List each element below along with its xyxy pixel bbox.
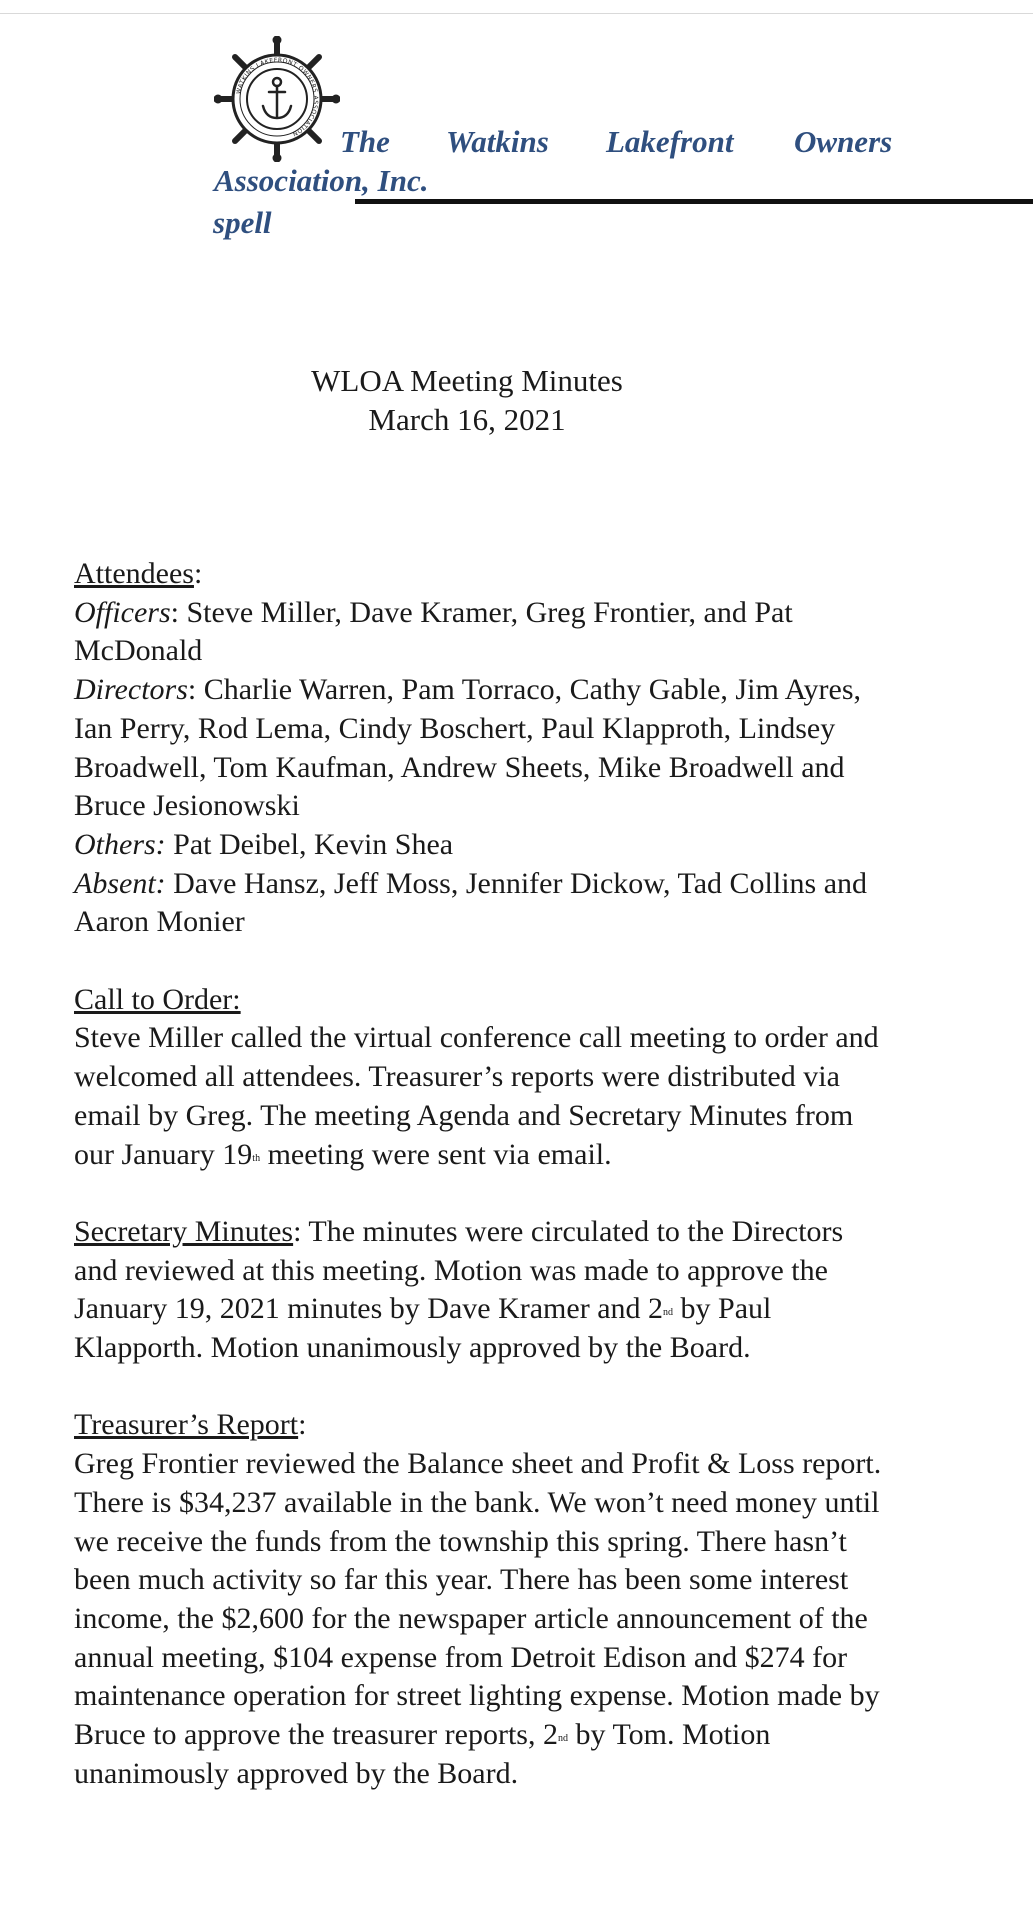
org-name-line-3: spell bbox=[213, 205, 272, 240]
treasurer-report-heading: Treasurer’s Report: bbox=[74, 1408, 307, 1442]
minutes-body bbox=[74, 555, 884, 1793]
top-divider bbox=[0, 13, 1033, 14]
org-name-word-1: The bbox=[340, 124, 390, 159]
svg-text:WATKINS LAKEFRONT OWNERS ASSOC: WATKINS LAKEFRONT OWNERS ASSOCIATION bbox=[235, 56, 320, 138]
org-name-word-4: Owners bbox=[794, 124, 893, 159]
absent-line: Absent: Dave Hansz, Jeff Moss, Jennifer Dickow, Tad Collins and Aaron Monier bbox=[74, 866, 868, 939]
org-name-line-2: Association, Inc. bbox=[214, 163, 429, 198]
call-to-order-heading: Call to Order: bbox=[74, 982, 241, 1016]
directors-line: Directors: Charlie Warren, Pam Torraco, Cathy Gable, Jim Ayres, Ian Perry, Rod Lema, Cindy Boschert, Paul Klapproth, Lindsey Broadwell, Tom Kaufman, Andrew Sheets, Mike Broadwell and Bruce Jesionowski bbox=[74, 673, 862, 823]
call-to-order-text: Steve Miller called the virtual conference call meeting to order and welcomed all attendees. Treasurer’s reports were distributed via email by Greg. The meeting Agenda and Secretary Minutes from our January 19th meeting were sent via email. bbox=[74, 1021, 879, 1171]
officers-line: Officers: Steve Miller, Dave Kramer, Greg Frontier, and Pat McDonald bbox=[74, 595, 793, 668]
document-date: March 16, 2021 bbox=[368, 402, 566, 437]
document-title: WLOA Meeting Minutes bbox=[311, 363, 623, 398]
ship-wheel-logo-icon bbox=[214, 36, 340, 162]
secretary-minutes-paragraph: Secretary Minutes: The minutes were circulated to the Directors and reviewed at this meeting. Motion was made to approve the January 19, 2021 minutes by Dave Kramer and 2nd by Paul Klapporth. Motion unanimously approved by the Board. bbox=[74, 1214, 844, 1365]
org-name-word-3: Lakefront bbox=[606, 124, 734, 159]
others-line: Others: Pat Deibel, Kevin Shea bbox=[74, 827, 454, 861]
attendees-heading: Attendees: bbox=[74, 557, 203, 590]
treasurer-report-text: Greg Frontier reviewed the Balance sheet and Profit & Loss report. There is $34,237 available in the bank. We won’t need money until we receive the funds from the township this spring. There hasn’t been much activity so far this year. There has been some interest income, the $2,600 for the newspaper article announcement of the annual meeting, $104 expense from Detroit Edison and $274 for maintenance operation for street lighting expense. Motion made by Bruce to approve the treasurer reports, 2nd by Tom. Motion unanimously approved by the Board. bbox=[74, 1447, 882, 1790]
org-name-word-2: Watkins bbox=[446, 124, 549, 159]
header-rule bbox=[355, 199, 1033, 204]
